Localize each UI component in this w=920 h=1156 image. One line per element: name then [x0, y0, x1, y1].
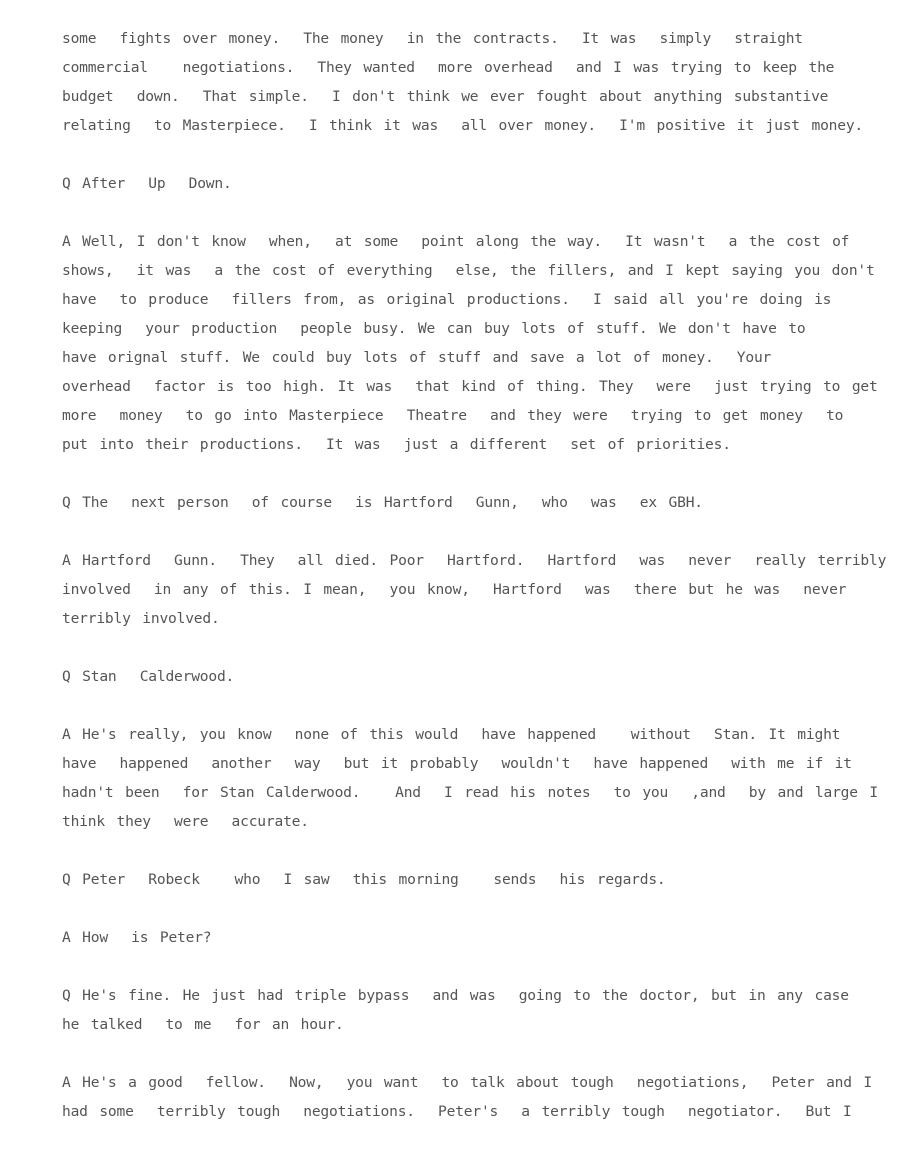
- text-line: A Hartford Gunn. They all died. Poor Hartford. Hartford was never really terribly: [62, 552, 887, 569]
- text-line: think they were accurate.: [62, 813, 309, 830]
- text-line: have happened another way but it probably wouldn't have happened with me if it: [62, 755, 852, 772]
- text-line: Q After Up Down.: [62, 175, 232, 192]
- text-line: hadn't been for Stan Calderwood. And I read his notes to you ,and by and large I: [62, 784, 878, 801]
- text-line: commercial negotiations. They wanted more overhead and I was trying to keep the: [62, 59, 835, 76]
- text-line: A Well, I don't know when, at some point along the way. It wasn't a the cost of: [62, 233, 850, 250]
- answer-hartford-gunn: [62, 546, 892, 633]
- text-line: Q Peter Robeck who I saw this morning sends his regards.: [62, 871, 666, 888]
- paragraph-money-fights: [62, 24, 892, 140]
- answer-how-is-peter: [62, 923, 892, 952]
- text-line: have to produce fillers from, as original productions. I said all you're doing is: [62, 291, 832, 308]
- question-after-up-down: [62, 169, 892, 198]
- text-line: Q The next person of course is Hartford Gunn, who was ex GBH.: [62, 494, 703, 511]
- text-line: some fights over money. The money in the contracts. It was simply straight: [62, 30, 803, 47]
- text-line: A How is Peter?: [62, 929, 212, 946]
- text-line: have orignal stuff. We could buy lots of stuff and save a lot of money. Your: [62, 349, 772, 366]
- text-line: terribly involved.: [62, 610, 220, 627]
- text-line: overhead factor is too high. It was that kind of thing. They were just trying to get: [62, 378, 878, 395]
- text-line: relating to Masterpiece. I think it was all over money. I'm positive it just money.: [62, 117, 863, 134]
- answer-good-fellow: [62, 1068, 892, 1126]
- question-stan-calderwood: [62, 662, 892, 691]
- text-line: he talked to me for an hour.: [62, 1016, 344, 1033]
- question-hes-fine: [62, 981, 892, 1039]
- answer-well-i-dont-know: [62, 227, 892, 459]
- transcript-page: [62, 24, 892, 1155]
- text-line: Q He's fine. He just had triple bypass and was going to the doctor, but in any case: [62, 987, 849, 1004]
- text-line: more money to go into Masterpiece Theatre and they were trying to get money to: [62, 407, 844, 424]
- text-line: A He's a good fellow. Now, you want to talk about tough negotiations, Peter and I: [62, 1074, 872, 1091]
- text-line: put into their productions. It was just a different set of priorities.: [62, 436, 731, 453]
- text-line: A He's really, you know none of this would have happened without Stan. It might: [62, 726, 841, 743]
- text-line: budget down. That simple. I don't think we ever fought about anything substantive: [62, 88, 829, 105]
- text-line: had some terribly tough negotiations. Peter's a terribly tough negotiator. But I: [62, 1103, 852, 1120]
- answer-stan-calderwood: [62, 720, 892, 836]
- question-hartford-gunn: [62, 488, 892, 517]
- text-line: Q Stan Calderwood.: [62, 668, 235, 685]
- question-peter-robeck: [62, 865, 892, 894]
- text-line: involved in any of this. I mean, you know, Hartford was there but he was never: [62, 581, 847, 598]
- text-line: shows, it was a the cost of everything else, the fillers, and I kept saying you don't: [62, 262, 875, 279]
- text-line: keeping your production people busy. We can buy lots of stuff. We don't have to: [62, 320, 806, 337]
